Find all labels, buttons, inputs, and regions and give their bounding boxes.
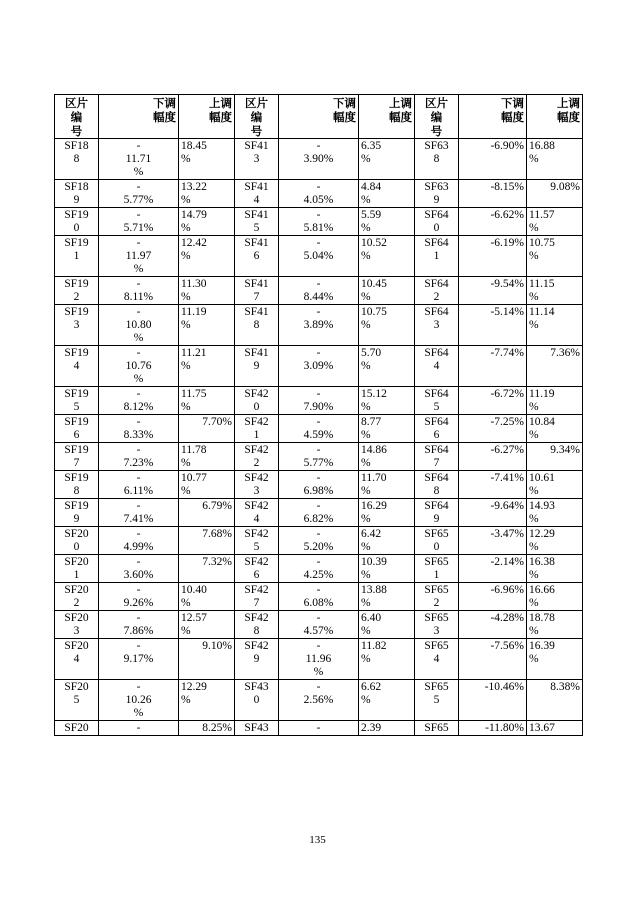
- increase-cell: 11.78 %: [179, 443, 235, 471]
- table-row: [55, 387, 583, 415]
- price-adjustment-table: [54, 94, 583, 736]
- decrease-cell: -6.19%: [459, 236, 527, 277]
- increase-cell: 10.52 %: [359, 236, 415, 277]
- zone-id-cell: SF63 9: [415, 180, 459, 208]
- decrease-cell: - 10.80 %: [99, 305, 179, 346]
- zone-id-cell: SF41 4: [235, 180, 279, 208]
- increase-cell: 12.42 %: [179, 236, 235, 277]
- page-number: 135: [309, 834, 326, 846]
- decrease-cell: - 3.09%: [279, 346, 359, 387]
- zone-id-cell: SF43: [235, 721, 279, 736]
- table-body: [55, 139, 583, 736]
- decrease-cell: - 4.59%: [279, 415, 359, 443]
- zone-id-cell: SF41 8: [235, 305, 279, 346]
- decrease-cell: -7.25%: [459, 415, 527, 443]
- column-header: 区片 编 号: [235, 95, 279, 139]
- decrease-cell: - 3.90%: [279, 139, 359, 180]
- zone-id-cell: SF42 2: [235, 443, 279, 471]
- increase-cell: 12.29 %: [527, 527, 583, 555]
- increase-cell: 8.77 %: [359, 415, 415, 443]
- zone-id-cell: SF20 3: [55, 611, 99, 639]
- increase-cell: 12.29 %: [179, 680, 235, 721]
- increase-cell: 2.39: [359, 721, 415, 736]
- zone-id-cell: SF19 8: [55, 471, 99, 499]
- zone-id-cell: SF42 8: [235, 611, 279, 639]
- increase-cell: 10.40 %: [179, 583, 235, 611]
- zone-id-cell: SF42 7: [235, 583, 279, 611]
- increase-cell: 13.22 %: [179, 180, 235, 208]
- decrease-cell: - 5.20%: [279, 527, 359, 555]
- zone-id-cell: SF19 0: [55, 208, 99, 236]
- decrease-cell: -7.74%: [459, 346, 527, 387]
- increase-cell: 10.61 %: [527, 471, 583, 499]
- decrease-cell: - 4.99%: [99, 527, 179, 555]
- column-header: 上调 幅度: [179, 95, 235, 139]
- decrease-cell: - 6.11%: [99, 471, 179, 499]
- increase-cell: 16.38 %: [527, 555, 583, 583]
- zone-id-cell: SF42 5: [235, 527, 279, 555]
- zone-id-cell: SF65: [415, 721, 459, 736]
- zone-id-cell: SF20 1: [55, 555, 99, 583]
- zone-id-cell: SF43 0: [235, 680, 279, 721]
- increase-cell: 9.34%: [527, 443, 583, 471]
- zone-id-cell: SF63 8: [415, 139, 459, 180]
- zone-id-cell: SF65 1: [415, 555, 459, 583]
- zone-id-cell: SF64 8: [415, 471, 459, 499]
- decrease-cell: - 6.08%: [279, 583, 359, 611]
- zone-id-cell: SF19 1: [55, 236, 99, 277]
- decrease-cell: -9.64%: [459, 499, 527, 527]
- increase-cell: 16.39 %: [527, 639, 583, 680]
- increase-cell: 9.08%: [527, 180, 583, 208]
- table-row: [55, 583, 583, 611]
- zone-id-cell: SF19 2: [55, 277, 99, 305]
- increase-cell: 6.35 %: [359, 139, 415, 180]
- increase-cell: 11.19 %: [179, 305, 235, 346]
- zone-id-cell: SF19 6: [55, 415, 99, 443]
- table-row: [55, 277, 583, 305]
- zone-id-cell: SF20 4: [55, 639, 99, 680]
- decrease-cell: - 11.97 %: [99, 236, 179, 277]
- decrease-cell: - 5.81%: [279, 208, 359, 236]
- table-row: [55, 527, 583, 555]
- increase-cell: 9.10%: [179, 639, 235, 680]
- increase-cell: 11.57 %: [527, 208, 583, 236]
- decrease-cell: - 2.56%: [279, 680, 359, 721]
- zone-id-cell: SF41 3: [235, 139, 279, 180]
- decrease-cell: - 11.71 %: [99, 139, 179, 180]
- increase-cell: 10.39 %: [359, 555, 415, 583]
- decrease-cell: - 8.11%: [99, 277, 179, 305]
- decrease-cell: -8.15%: [459, 180, 527, 208]
- column-header: 区片 编 号: [55, 95, 99, 139]
- table-row: [55, 180, 583, 208]
- decrease-cell: -11.80%: [459, 721, 527, 736]
- zone-id-cell: SF64 0: [415, 208, 459, 236]
- decrease-cell: - 6.82%: [279, 499, 359, 527]
- zone-id-cell: SF19 4: [55, 346, 99, 387]
- decrease-cell: - 11.96 %: [279, 639, 359, 680]
- table-row: [55, 443, 583, 471]
- decrease-cell: -4.28%: [459, 611, 527, 639]
- increase-cell: 7.32%: [179, 555, 235, 583]
- increase-cell: 10.75 %: [527, 236, 583, 277]
- column-header: 下调 幅度: [279, 95, 359, 139]
- zone-id-cell: SF41 6: [235, 236, 279, 277]
- decrease-cell: - 9.17%: [99, 639, 179, 680]
- increase-cell: 11.82 %: [359, 639, 415, 680]
- increase-cell: 18.78 %: [527, 611, 583, 639]
- increase-cell: 14.79 %: [179, 208, 235, 236]
- decrease-cell: -2.14%: [459, 555, 527, 583]
- decrease-cell: -9.54%: [459, 277, 527, 305]
- decrease-cell: -6.62%: [459, 208, 527, 236]
- increase-cell: 11.21 %: [179, 346, 235, 387]
- decrease-cell: - 4.57%: [279, 611, 359, 639]
- zone-id-cell: SF42 1: [235, 415, 279, 443]
- increase-cell: 13.67: [527, 721, 583, 736]
- increase-cell: 6.62 %: [359, 680, 415, 721]
- increase-cell: 6.79%: [179, 499, 235, 527]
- increase-cell: 18.45 %: [179, 139, 235, 180]
- zone-id-cell: SF42 9: [235, 639, 279, 680]
- zone-id-cell: SF41 7: [235, 277, 279, 305]
- increase-cell: 14.86 %: [359, 443, 415, 471]
- increase-cell: 8.38%: [527, 680, 583, 721]
- table-row: [55, 680, 583, 721]
- zone-id-cell: SF19 3: [55, 305, 99, 346]
- decrease-cell: - 6.98%: [279, 471, 359, 499]
- decrease-cell: -5.14%: [459, 305, 527, 346]
- increase-cell: 15.12 %: [359, 387, 415, 415]
- decrease-cell: - 4.25%: [279, 555, 359, 583]
- increase-cell: 14.93 %: [527, 499, 583, 527]
- decrease-cell: - 7.41%: [99, 499, 179, 527]
- decrease-cell: - 3.60%: [99, 555, 179, 583]
- zone-id-cell: SF64 5: [415, 387, 459, 415]
- decrease-cell: - 4.05%: [279, 180, 359, 208]
- increase-cell: 11.19 %: [527, 387, 583, 415]
- zone-id-cell: SF64 3: [415, 305, 459, 346]
- increase-cell: 11.75 %: [179, 387, 235, 415]
- increase-cell: 11.15 %: [527, 277, 583, 305]
- decrease-cell: -7.56%: [459, 639, 527, 680]
- increase-cell: 5.70 %: [359, 346, 415, 387]
- increase-cell: 6.40 %: [359, 611, 415, 639]
- zone-id-cell: SF41 5: [235, 208, 279, 236]
- zone-id-cell: SF19 7: [55, 443, 99, 471]
- decrease-cell: -6.72%: [459, 387, 527, 415]
- zone-id-cell: SF42 4: [235, 499, 279, 527]
- zone-id-cell: SF19 9: [55, 499, 99, 527]
- table-row: [55, 555, 583, 583]
- decrease-cell: -3.47%: [459, 527, 527, 555]
- zone-id-cell: SF64 2: [415, 277, 459, 305]
- table-row: [55, 639, 583, 680]
- table-row: [55, 208, 583, 236]
- zone-id-cell: SF18 8: [55, 139, 99, 180]
- increase-cell: 10.45 %: [359, 277, 415, 305]
- zone-id-cell: SF20 2: [55, 583, 99, 611]
- decrease-cell: - 8.12%: [99, 387, 179, 415]
- table-row: [55, 236, 583, 277]
- zone-id-cell: SF19 5: [55, 387, 99, 415]
- table-header-row: [55, 95, 583, 139]
- decrease-cell: -10.46%: [459, 680, 527, 721]
- increase-cell: 11.14 %: [527, 305, 583, 346]
- decrease-cell: -7.41%: [459, 471, 527, 499]
- zone-id-cell: SF20: [55, 721, 99, 736]
- increase-cell: 16.29 %: [359, 499, 415, 527]
- zone-id-cell: SF42 3: [235, 471, 279, 499]
- decrease-cell: -6.96%: [459, 583, 527, 611]
- zone-id-cell: SF65 0: [415, 527, 459, 555]
- zone-id-cell: SF64 6: [415, 415, 459, 443]
- table-row: [55, 499, 583, 527]
- column-header: 上调 幅度: [527, 95, 583, 139]
- zone-id-cell: SF20 0: [55, 527, 99, 555]
- zone-id-cell: SF65 3: [415, 611, 459, 639]
- table-row: [55, 139, 583, 180]
- column-header: 上调 幅度: [359, 95, 415, 139]
- decrease-cell: - 3.89%: [279, 305, 359, 346]
- table-row: [55, 415, 583, 443]
- decrease-cell: - 5.71%: [99, 208, 179, 236]
- increase-cell: 16.66 %: [527, 583, 583, 611]
- zone-id-cell: SF42 0: [235, 387, 279, 415]
- decrease-cell: - 5.77%: [279, 443, 359, 471]
- increase-cell: 5.59 %: [359, 208, 415, 236]
- zone-id-cell: SF64 7: [415, 443, 459, 471]
- zone-id-cell: SF64 4: [415, 346, 459, 387]
- zone-id-cell: SF18 9: [55, 180, 99, 208]
- decrease-cell: - 5.04%: [279, 236, 359, 277]
- column-header: 区片 编 号: [415, 95, 459, 139]
- decrease-cell: - 9.26%: [99, 583, 179, 611]
- increase-cell: 7.70%: [179, 415, 235, 443]
- table-row: [55, 611, 583, 639]
- increase-cell: 12.57 %: [179, 611, 235, 639]
- increase-cell: 7.68%: [179, 527, 235, 555]
- zone-id-cell: SF42 6: [235, 555, 279, 583]
- zone-id-cell: SF41 9: [235, 346, 279, 387]
- decrease-cell: - 8.44%: [279, 277, 359, 305]
- increase-cell: 11.70 %: [359, 471, 415, 499]
- decrease-cell: -6.90%: [459, 139, 527, 180]
- increase-cell: 13.88 %: [359, 583, 415, 611]
- table-row: [55, 346, 583, 387]
- increase-cell: 10.77 %: [179, 471, 235, 499]
- increase-cell: 8.25%: [179, 721, 235, 736]
- table-row: [55, 721, 583, 736]
- increase-cell: 10.84 %: [527, 415, 583, 443]
- increase-cell: 10.75 %: [359, 305, 415, 346]
- zone-id-cell: SF65 4: [415, 639, 459, 680]
- decrease-cell: - 7.90%: [279, 387, 359, 415]
- decrease-cell: - 5.77%: [99, 180, 179, 208]
- column-header: 下调 幅度: [459, 95, 527, 139]
- zone-id-cell: SF64 1: [415, 236, 459, 277]
- decrease-cell: - 7.23%: [99, 443, 179, 471]
- increase-cell: 7.36%: [527, 346, 583, 387]
- increase-cell: 6.42 %: [359, 527, 415, 555]
- zone-id-cell: SF65 2: [415, 583, 459, 611]
- column-header: 下调 幅度: [99, 95, 179, 139]
- zone-id-cell: SF65 5: [415, 680, 459, 721]
- decrease-cell: -6.27%: [459, 443, 527, 471]
- decrease-cell: - 8.33%: [99, 415, 179, 443]
- zone-id-cell: SF64 9: [415, 499, 459, 527]
- decrease-cell: -: [99, 721, 179, 736]
- table-row: [55, 305, 583, 346]
- increase-cell: 11.30 %: [179, 277, 235, 305]
- decrease-cell: - 10.76 %: [99, 346, 179, 387]
- increase-cell: 16.88 %: [527, 139, 583, 180]
- decrease-cell: -: [279, 721, 359, 736]
- table-row: [55, 471, 583, 499]
- decrease-cell: - 7.86%: [99, 611, 179, 639]
- increase-cell: 4.84 %: [359, 180, 415, 208]
- zone-id-cell: SF20 5: [55, 680, 99, 721]
- decrease-cell: - 10.26 %: [99, 680, 179, 721]
